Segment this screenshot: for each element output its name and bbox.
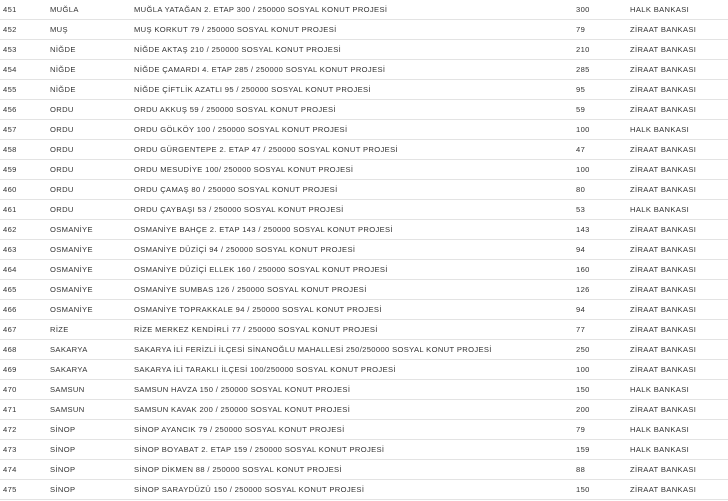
unit-count: 250 bbox=[576, 340, 630, 360]
city-name: OSMANİYE bbox=[50, 300, 134, 320]
table-row bbox=[0, 480, 728, 500]
bank-name: ZİRAAT BANKASI bbox=[630, 220, 728, 240]
bank-name: ZİRAAT BANKASI bbox=[630, 360, 728, 380]
unit-count: 53 bbox=[576, 200, 630, 220]
city-name: NİĞDE bbox=[50, 80, 134, 100]
city-name: OSMANİYE bbox=[50, 220, 134, 240]
project-name: ORDU ÇAYBAŞI 53 / 250000 SOSYAL KONUT PROJESİ bbox=[134, 200, 576, 220]
bank-name: HALK BANKASI bbox=[630, 120, 728, 140]
row-number: 451 bbox=[0, 0, 50, 20]
bank-name: ZİRAAT BANKASI bbox=[630, 480, 728, 500]
unit-count: 79 bbox=[576, 420, 630, 440]
bank-name: ZİRAAT BANKASI bbox=[630, 180, 728, 200]
project-name: MUŞ KORKUT 79 / 250000 SOSYAL KONUT PROJESİ bbox=[134, 20, 576, 40]
unit-count: 79 bbox=[576, 20, 630, 40]
table-row bbox=[0, 100, 728, 120]
table-row bbox=[0, 440, 728, 460]
city-name: RİZE bbox=[50, 320, 134, 340]
city-name: ORDU bbox=[50, 180, 134, 200]
unit-count: 126 bbox=[576, 280, 630, 300]
row-number: 473 bbox=[0, 440, 50, 460]
row-number: 454 bbox=[0, 60, 50, 80]
project-name: SİNOP DİKMEN 88 / 250000 SOSYAL KONUT PROJESİ bbox=[134, 460, 576, 480]
row-number: 472 bbox=[0, 420, 50, 440]
table-row bbox=[0, 420, 728, 440]
table-row bbox=[0, 80, 728, 100]
city-name: ORDU bbox=[50, 140, 134, 160]
row-number: 458 bbox=[0, 140, 50, 160]
unit-count: 94 bbox=[576, 240, 630, 260]
row-number: 457 bbox=[0, 120, 50, 140]
table-row bbox=[0, 380, 728, 400]
bank-name: HALK BANKASI bbox=[630, 0, 728, 20]
row-number: 464 bbox=[0, 260, 50, 280]
city-name: OSMANİYE bbox=[50, 260, 134, 280]
unit-count: 100 bbox=[576, 360, 630, 380]
city-name: OSMANİYE bbox=[50, 240, 134, 260]
city-name: MUŞ bbox=[50, 20, 134, 40]
table-row bbox=[0, 240, 728, 260]
project-name: ORDU AKKUŞ 59 / 250000 SOSYAL KONUT PROJESİ bbox=[134, 100, 576, 120]
city-name: SİNOP bbox=[50, 480, 134, 500]
project-name: SAMSUN HAVZA 150 / 250000 SOSYAL KONUT PROJESİ bbox=[134, 380, 576, 400]
table-row bbox=[0, 140, 728, 160]
bank-name: ZİRAAT BANKASI bbox=[630, 300, 728, 320]
city-name: SİNOP bbox=[50, 420, 134, 440]
row-number: 459 bbox=[0, 160, 50, 180]
city-name: SAMSUN bbox=[50, 380, 134, 400]
table-row bbox=[0, 340, 728, 360]
table-row bbox=[0, 120, 728, 140]
project-name: OSMANİYE TOPRAKKALE 94 / 250000 SOSYAL KONUT PROJESİ bbox=[134, 300, 576, 320]
project-name: NİĞDE ÇİFTLİK AZATLI 95 / 250000 SOSYAL KONUT PROJESİ bbox=[134, 80, 576, 100]
table-row bbox=[0, 220, 728, 240]
bank-name: ZİRAAT BANKASI bbox=[630, 400, 728, 420]
table-row bbox=[0, 20, 728, 40]
table-row bbox=[0, 180, 728, 200]
unit-count: 94 bbox=[576, 300, 630, 320]
bank-name: ZİRAAT BANKASI bbox=[630, 160, 728, 180]
bank-name: ZİRAAT BANKASI bbox=[630, 340, 728, 360]
bank-name: ZİRAAT BANKASI bbox=[630, 40, 728, 60]
bank-name: HALK BANKASI bbox=[630, 440, 728, 460]
bank-name: ZİRAAT BANKASI bbox=[630, 260, 728, 280]
project-name: NİĞDE ÇAMARDI 4. ETAP 285 / 250000 SOSYAL KONUT PROJESİ bbox=[134, 60, 576, 80]
project-name: ORDU ÇAMAŞ 80 / 250000 SOSYAL KONUT PROJESİ bbox=[134, 180, 576, 200]
row-number: 467 bbox=[0, 320, 50, 340]
row-number: 465 bbox=[0, 280, 50, 300]
project-name: SAKARYA İLİ TARAKLI İLÇESİ 100/250000 SOSYAL KONUT PROJESİ bbox=[134, 360, 576, 380]
unit-count: 100 bbox=[576, 120, 630, 140]
bank-name: ZİRAAT BANKASI bbox=[630, 460, 728, 480]
city-name: ORDU bbox=[50, 100, 134, 120]
unit-count: 95 bbox=[576, 80, 630, 100]
city-name: SAKARYA bbox=[50, 340, 134, 360]
row-number: 462 bbox=[0, 220, 50, 240]
row-number: 466 bbox=[0, 300, 50, 320]
unit-count: 100 bbox=[576, 160, 630, 180]
unit-count: 200 bbox=[576, 400, 630, 420]
unit-count: 47 bbox=[576, 140, 630, 160]
project-name: SAMSUN KAVAK 200 / 250000 SOSYAL KONUT PROJESİ bbox=[134, 400, 576, 420]
row-number: 456 bbox=[0, 100, 50, 120]
city-name: NİĞDE bbox=[50, 60, 134, 80]
row-number: 452 bbox=[0, 20, 50, 40]
bank-name: ZİRAAT BANKASI bbox=[630, 240, 728, 260]
table-row bbox=[0, 280, 728, 300]
bank-name: HALK BANKASI bbox=[630, 200, 728, 220]
project-name: ORDU GÜRGENTEPE 2. ETAP 47 / 250000 SOSYAL KONUT PROJESİ bbox=[134, 140, 576, 160]
project-name: SİNOP AYANCIK 79 / 250000 SOSYAL KONUT PROJESİ bbox=[134, 420, 576, 440]
bank-name: ZİRAAT BANKASI bbox=[630, 100, 728, 120]
city-name: NİĞDE bbox=[50, 40, 134, 60]
project-name: SAKARYA İLİ FERİZLİ İLÇESİ SİNANOĞLU MAHALLESİ 250/250000 SOSYAL KONUT PROJESİ bbox=[134, 340, 576, 360]
table-row bbox=[0, 400, 728, 420]
row-number: 460 bbox=[0, 180, 50, 200]
table-row bbox=[0, 160, 728, 180]
table-row bbox=[0, 320, 728, 340]
bank-name: ZİRAAT BANKASI bbox=[630, 320, 728, 340]
unit-count: 160 bbox=[576, 260, 630, 280]
table-row bbox=[0, 40, 728, 60]
table-row bbox=[0, 60, 728, 80]
city-name: ORDU bbox=[50, 200, 134, 220]
unit-count: 210 bbox=[576, 40, 630, 60]
bank-name: ZİRAAT BANKASI bbox=[630, 60, 728, 80]
table-row bbox=[0, 260, 728, 280]
row-number: 455 bbox=[0, 80, 50, 100]
row-number: 463 bbox=[0, 240, 50, 260]
unit-count: 159 bbox=[576, 440, 630, 460]
table-row bbox=[0, 200, 728, 220]
unit-count: 59 bbox=[576, 100, 630, 120]
bank-name: ZİRAAT BANKASI bbox=[630, 140, 728, 160]
table-row bbox=[0, 360, 728, 380]
unit-count: 80 bbox=[576, 180, 630, 200]
row-number: 469 bbox=[0, 360, 50, 380]
unit-count: 77 bbox=[576, 320, 630, 340]
table-row bbox=[0, 0, 728, 20]
row-number: 475 bbox=[0, 480, 50, 500]
project-name: SİNOP BOYABAT 2. ETAP 159 / 250000 SOSYAL KONUT PROJESİ bbox=[134, 440, 576, 460]
row-number: 474 bbox=[0, 460, 50, 480]
bank-name: ZİRAAT BANKASI bbox=[630, 280, 728, 300]
bank-name: HALK BANKASI bbox=[630, 380, 728, 400]
unit-count: 88 bbox=[576, 460, 630, 480]
project-name: RİZE MERKEZ KENDİRLİ 77 / 250000 SOSYAL KONUT PROJESİ bbox=[134, 320, 576, 340]
unit-count: 143 bbox=[576, 220, 630, 240]
project-name: ORDU MESUDİYE 100/ 250000 SOSYAL KONUT PROJESİ bbox=[134, 160, 576, 180]
city-name: OSMANİYE bbox=[50, 280, 134, 300]
city-name: ORDU bbox=[50, 120, 134, 140]
city-name: ORDU bbox=[50, 160, 134, 180]
project-name: OSMANİYE BAHÇE 2. ETAP 143 / 250000 SOSYAL KONUT PROJESİ bbox=[134, 220, 576, 240]
row-number: 461 bbox=[0, 200, 50, 220]
project-name: NİĞDE AKTAŞ 210 / 250000 SOSYAL KONUT PROJESİ bbox=[134, 40, 576, 60]
project-name: OSMANİYE DÜZİÇİ ELLEK 160 / 250000 SOSYAL KONUT PROJESİ bbox=[134, 260, 576, 280]
row-number: 471 bbox=[0, 400, 50, 420]
city-name: MUĞLA bbox=[50, 0, 134, 20]
city-name: SİNOP bbox=[50, 440, 134, 460]
city-name: SAKARYA bbox=[50, 360, 134, 380]
project-name: OSMANİYE SUMBAS 126 / 250000 SOSYAL KONUT PROJESİ bbox=[134, 280, 576, 300]
bank-name: ZİRAAT BANKASI bbox=[630, 80, 728, 100]
unit-count: 150 bbox=[576, 380, 630, 400]
row-number: 470 bbox=[0, 380, 50, 400]
row-number: 468 bbox=[0, 340, 50, 360]
row-number: 453 bbox=[0, 40, 50, 60]
project-name: OSMANİYE DÜZİÇİ 94 / 250000 SOSYAL KONUT PROJESİ bbox=[134, 240, 576, 260]
bank-name: ZİRAAT BANKASI bbox=[630, 20, 728, 40]
unit-count: 150 bbox=[576, 480, 630, 500]
table-row bbox=[0, 300, 728, 320]
project-name: MUĞLA YATAĞAN 2. ETAP 300 / 250000 SOSYAL KONUT PROJESİ bbox=[134, 0, 576, 20]
city-name: SAMSUN bbox=[50, 400, 134, 420]
unit-count: 300 bbox=[576, 0, 630, 20]
city-name: SİNOP bbox=[50, 460, 134, 480]
unit-count: 285 bbox=[576, 60, 630, 80]
bank-name: HALK BANKASI bbox=[630, 420, 728, 440]
table-row bbox=[0, 460, 728, 480]
project-name: SİNOP SARAYDÜZÜ 150 / 250000 SOSYAL KONUT PROJESİ bbox=[134, 480, 576, 500]
project-name: ORDU GÖLKÖY 100 / 250000 SOSYAL KONUT PROJESİ bbox=[134, 120, 576, 140]
